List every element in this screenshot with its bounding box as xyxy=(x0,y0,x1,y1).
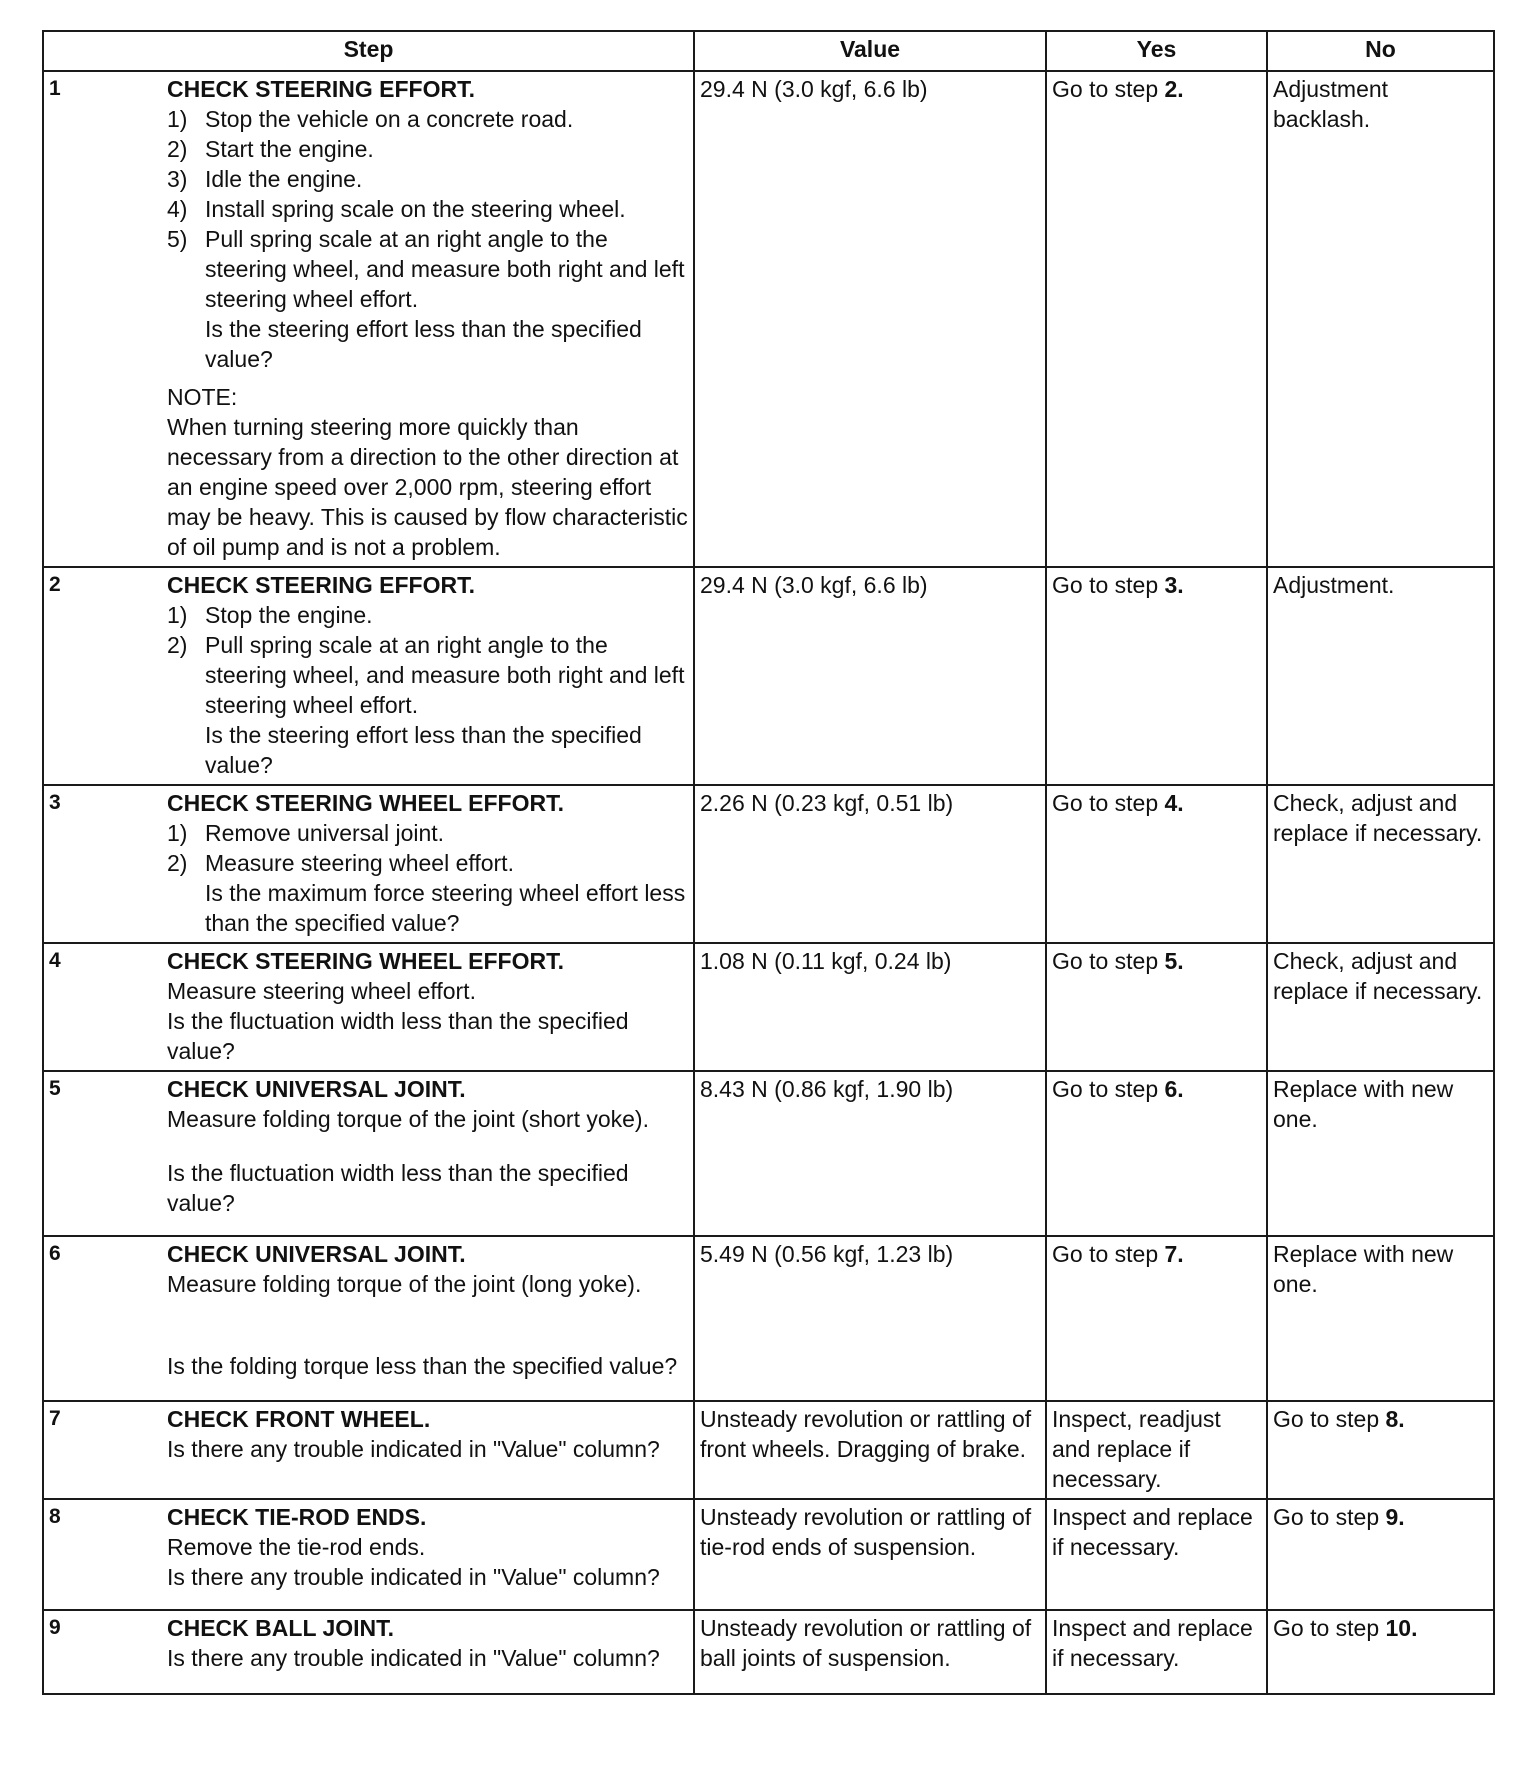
substep-number: 3) xyxy=(167,166,188,192)
yes-step-ref: 6. xyxy=(1164,1076,1184,1102)
step-question: Is the maximum force steering wheel effort less than the specified value? xyxy=(205,880,686,936)
yes-step-ref: 3. xyxy=(1164,572,1184,598)
substep-text: Pull spring scale at an right angle to the steering wheel, and measure both right and left steering wheel effort. xyxy=(205,632,685,718)
step-cell xyxy=(43,1499,694,1610)
substep xyxy=(167,134,688,164)
substep-text: Measure steering wheel effort. xyxy=(205,850,514,876)
value-cell: 29.4 N (3.0 kgf, 6.6 lb) xyxy=(694,71,1046,567)
table-row xyxy=(43,1610,1494,1694)
yes-text: Go to step xyxy=(1052,790,1165,816)
yes-cell: Inspect and replace if necessary. xyxy=(1046,1499,1267,1610)
no-text: Go to step xyxy=(1273,1615,1386,1641)
table-body xyxy=(43,71,1494,1694)
substep-text: Start the engine. xyxy=(205,136,374,162)
yes-cell xyxy=(1046,785,1267,943)
substep-text: Pull spring scale at an right angle to the steering wheel, and measure both right and left steering wheel effort. xyxy=(205,226,685,312)
yes-cell xyxy=(1046,943,1267,1071)
step-number: 4 xyxy=(49,949,61,972)
header-yes: Yes xyxy=(1046,31,1267,71)
substep-number: 2) xyxy=(167,632,188,658)
no-text: Go to step xyxy=(1273,1504,1386,1530)
yes-text: Go to step xyxy=(1052,1241,1165,1267)
substep xyxy=(167,630,688,720)
step-line: Is there any trouble indicated in "Value" column? xyxy=(167,1436,660,1462)
substep-number: 2) xyxy=(167,136,188,162)
step-title: CHECK UNIVERSAL JOINT. xyxy=(167,1076,466,1102)
step-line: Remove the tie-rod ends. xyxy=(167,1534,426,1560)
value-cell: 29.4 N (3.0 kgf, 6.6 lb) xyxy=(694,567,1046,785)
table-row xyxy=(43,785,1494,943)
header-step: Step xyxy=(43,31,694,71)
substep xyxy=(167,600,688,630)
no-cell xyxy=(1267,1401,1494,1499)
substep xyxy=(167,194,688,224)
step-line: Is the fluctuation width less than the specified value? xyxy=(167,1008,629,1064)
no-cell: Adjustment. xyxy=(1267,567,1494,785)
yes-text: Go to step xyxy=(1052,1076,1165,1102)
step-cell xyxy=(43,785,694,943)
yes-step-ref: 7. xyxy=(1164,1241,1184,1267)
step-line: Is the folding torque less than the specified value? xyxy=(167,1353,678,1379)
table-header-row xyxy=(43,31,1494,71)
step-title: CHECK STEERING WHEEL EFFORT. xyxy=(167,948,564,974)
yes-cell xyxy=(1046,71,1267,567)
table-row xyxy=(43,1071,1494,1236)
yes-step-ref: 4. xyxy=(1164,790,1184,816)
substep-number: 4) xyxy=(167,196,188,222)
value-cell: 5.49 N (0.56 kgf, 1.23 lb) xyxy=(694,1236,1046,1401)
step-number: 7 xyxy=(49,1407,61,1430)
step-cell xyxy=(43,943,694,1071)
no-cell xyxy=(1267,1610,1494,1694)
troubleshooting-sheet xyxy=(42,30,1493,1695)
substep-number: 1) xyxy=(167,820,188,846)
step-title: CHECK FRONT WHEEL. xyxy=(167,1406,431,1432)
no-cell: Adjustment backlash. xyxy=(1267,71,1494,567)
step-title: CHECK UNIVERSAL JOINT. xyxy=(167,1241,466,1267)
step-cell xyxy=(43,1401,694,1499)
substep-number: 1) xyxy=(167,602,188,628)
no-step-ref: 8. xyxy=(1385,1406,1405,1432)
step-cell xyxy=(43,1236,694,1401)
no-cell: Replace with new one. xyxy=(1267,1236,1494,1401)
step-line: Is the fluctuation width less than the specified value? xyxy=(167,1160,629,1216)
step-number: 6 xyxy=(49,1242,61,1265)
step-number: 3 xyxy=(49,791,61,814)
value-cell: Unsteady revolution or rattling of tie-rod ends of suspension. xyxy=(694,1499,1046,1610)
step-cell xyxy=(43,1071,694,1236)
yes-step-ref: 5. xyxy=(1164,948,1184,974)
yes-step-ref: 2. xyxy=(1164,76,1184,102)
yes-text: Go to step xyxy=(1052,572,1165,598)
substep-text: Remove universal joint. xyxy=(205,820,445,846)
substep xyxy=(167,224,688,314)
step-line: Measure folding torque of the joint (short yoke). xyxy=(167,1106,649,1132)
table-row xyxy=(43,71,1494,567)
substep-number: 2) xyxy=(167,850,188,876)
yes-text: Go to step xyxy=(1052,948,1165,974)
yes-cell xyxy=(1046,1071,1267,1236)
value-cell: 1.08 N (0.11 kgf, 0.24 lb) xyxy=(694,943,1046,1071)
troubleshooting-table xyxy=(42,30,1495,1695)
step-number: 8 xyxy=(49,1505,61,1528)
table-row xyxy=(43,943,1494,1071)
substep-text: Stop the vehicle on a concrete road. xyxy=(205,106,574,132)
value-cell: Unsteady revolution or rattling of front wheels. Dragging of brake. xyxy=(694,1401,1046,1499)
no-cell: Check, adjust and replace if necessary. xyxy=(1267,785,1494,943)
note-text: When turning steering more quickly than necessary from a direction to the other direction at an engine speed over 2,000 rpm, steering effort may be heavy. This is caused by flow characteristic of oil pump and is not a problem. xyxy=(167,414,688,560)
value-cell: 8.43 N (0.86 kgf, 1.90 lb) xyxy=(694,1071,1046,1236)
substep xyxy=(167,818,688,848)
note-label: NOTE: xyxy=(167,384,238,410)
step-line: Measure steering wheel effort. xyxy=(167,978,476,1004)
table-row xyxy=(43,1236,1494,1401)
no-cell: Replace with new one. xyxy=(1267,1071,1494,1236)
no-text: Go to step xyxy=(1273,1406,1386,1432)
step-title: CHECK TIE-ROD ENDS. xyxy=(167,1504,427,1530)
no-step-ref: 9. xyxy=(1385,1504,1405,1530)
value-cell: 2.26 N (0.23 kgf, 0.51 lb) xyxy=(694,785,1046,943)
step-line: Is there any trouble indicated in "Value" column? xyxy=(167,1564,660,1590)
step-cell xyxy=(43,71,694,567)
substep-number: 5) xyxy=(167,226,188,252)
yes-cell: Inspect, readjust and replace if necessary. xyxy=(1046,1401,1267,1499)
step-number: 9 xyxy=(49,1616,61,1639)
table-row xyxy=(43,567,1494,785)
step-cell xyxy=(43,567,694,785)
step-title: CHECK STEERING EFFORT. xyxy=(167,572,475,598)
table-row xyxy=(43,1499,1494,1610)
substep-text: Idle the engine. xyxy=(205,166,363,192)
substep xyxy=(167,104,688,134)
no-step-ref: 10. xyxy=(1385,1615,1418,1641)
substep-number: 1) xyxy=(167,106,188,132)
yes-cell xyxy=(1046,567,1267,785)
substep-text: Install spring scale on the steering wheel. xyxy=(205,196,626,222)
table-row xyxy=(43,1401,1494,1499)
header-no: No xyxy=(1267,31,1494,71)
step-number: 5 xyxy=(49,1077,61,1100)
step-title: CHECK STEERING EFFORT. xyxy=(167,76,475,102)
step-number: 2 xyxy=(49,573,61,596)
step-question: Is the steering effort less than the specified value? xyxy=(205,722,642,778)
step-question: Is the steering effort less than the specified value? xyxy=(205,316,642,372)
yes-cell: Inspect and replace if necessary. xyxy=(1046,1610,1267,1694)
header-value: Value xyxy=(694,31,1046,71)
step-number: 1 xyxy=(49,77,61,100)
no-cell: Check, adjust and replace if necessary. xyxy=(1267,943,1494,1071)
substep xyxy=(167,848,688,878)
no-cell xyxy=(1267,1499,1494,1610)
substep-text: Stop the engine. xyxy=(205,602,373,628)
step-title: CHECK STEERING WHEEL EFFORT. xyxy=(167,790,564,816)
step-title: CHECK BALL JOINT. xyxy=(167,1615,395,1641)
step-line: Measure folding torque of the joint (long yoke). xyxy=(167,1271,642,1297)
yes-cell xyxy=(1046,1236,1267,1401)
step-cell xyxy=(43,1610,694,1694)
substep xyxy=(167,164,688,194)
yes-text: Go to step xyxy=(1052,76,1165,102)
value-cell: Unsteady revolution or rattling of ball joints of suspension. xyxy=(694,1610,1046,1694)
step-line: Is there any trouble indicated in "Value" column? xyxy=(167,1645,660,1671)
